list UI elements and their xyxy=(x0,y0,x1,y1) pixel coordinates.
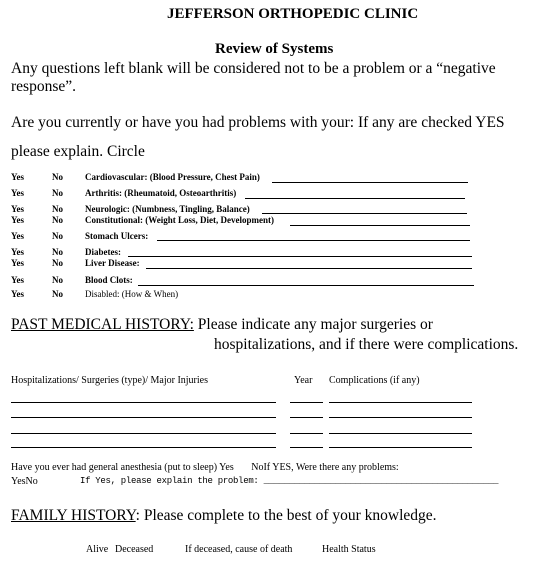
no-option[interactable]: No xyxy=(52,215,63,225)
review-item-label: Arthritis: (Rheumatoid, Osteoarthritis) xyxy=(85,188,237,198)
clinic-name: JEFFERSON ORTHOPEDIC CLINIC xyxy=(167,6,419,22)
comp-line[interactable] xyxy=(329,417,472,418)
anesthesia-yesno[interactable]: YesNo xyxy=(11,476,38,487)
review-item-label: Cardiovascular: (Blood Pressure, Chest Pain) xyxy=(85,172,260,182)
col-health-status: Health Status xyxy=(322,544,376,555)
instruction-line-2: please explain. Circle xyxy=(11,143,145,160)
intro-line-2: response”. xyxy=(11,78,76,95)
review-item-label: Blood Clots: xyxy=(85,275,133,285)
review-item-label: Disabled: (How & When) xyxy=(85,289,179,299)
no-option[interactable]: No xyxy=(52,289,63,299)
comp-line[interactable] xyxy=(329,402,472,403)
year-line[interactable] xyxy=(290,417,323,418)
answer-line[interactable] xyxy=(272,182,468,183)
comp-line[interactable] xyxy=(329,447,472,448)
hosp-line[interactable] xyxy=(11,402,276,403)
no-option[interactable]: No xyxy=(52,231,63,241)
year-line[interactable] xyxy=(290,433,323,434)
yes-option[interactable]: Yes xyxy=(11,215,24,225)
anesthesia-question xyxy=(11,462,399,473)
past-medical-text-1: Please indicate any major surgeries or xyxy=(193,316,433,333)
year-line[interactable] xyxy=(290,447,323,448)
yes-option[interactable]: Yes xyxy=(11,258,24,268)
answer-line[interactable] xyxy=(157,240,470,241)
instruction-line-1: Are you currently or have you had problems with your: If any are checked YES xyxy=(11,114,505,131)
review-item-label: Stomach Ulcers: xyxy=(85,231,149,241)
answer-line[interactable] xyxy=(245,198,465,199)
col-alive: Alive xyxy=(86,544,109,555)
no-option[interactable]: No xyxy=(52,204,63,214)
answer-line[interactable] xyxy=(138,285,474,286)
family-history-line xyxy=(11,507,437,525)
no-option[interactable]: No xyxy=(52,275,63,285)
yes-option[interactable]: Yes xyxy=(11,204,24,214)
col-complications: Complications (if any) xyxy=(329,375,420,386)
yes-option[interactable]: Yes xyxy=(11,172,24,182)
yes-option[interactable]: Yes xyxy=(11,289,24,299)
col-hospitalizations: Hospitalizations/ Surgeries (type)/ Major Injuries xyxy=(11,375,208,386)
answer-line[interactable] xyxy=(128,256,472,257)
yes-option[interactable]: Yes xyxy=(11,231,24,241)
answer-line[interactable] xyxy=(290,225,470,226)
form-title: Review of Systems xyxy=(215,41,334,57)
past-medical-heading-line xyxy=(11,316,433,334)
review-item-label: Neurologic: (Numbness, Tingling, Balance) xyxy=(85,204,250,214)
hosp-line[interactable] xyxy=(11,447,276,448)
hosp-line[interactable] xyxy=(11,433,276,434)
yes-option[interactable]: Yes xyxy=(11,247,24,257)
past-medical-heading: PAST MEDICAL HISTORY: xyxy=(11,316,194,333)
family-history-heading: FAMILY HISTORY xyxy=(11,507,136,524)
anesthesia-question-text: Have you ever had general anesthesia (put to sleep) Yes xyxy=(11,462,234,473)
col-cause-of-death: If deceased, cause of death xyxy=(185,544,293,555)
review-item-label: Diabetes: xyxy=(85,247,121,257)
answer-line[interactable] xyxy=(146,268,472,269)
family-history-text: : Please complete to the best of your knowledge. xyxy=(135,507,437,524)
answer-line[interactable] xyxy=(262,213,467,214)
yes-option[interactable]: Yes xyxy=(11,188,24,198)
past-medical-text-2: hospitalizations, and if there were complications. xyxy=(214,336,519,353)
hosp-line[interactable] xyxy=(11,417,276,418)
review-item-label: Liver Disease: xyxy=(85,258,140,268)
no-option[interactable]: No xyxy=(52,247,63,257)
anesthesia-question-text-2: NoIf YES, Were there any problems: xyxy=(251,462,399,473)
yes-option[interactable]: Yes xyxy=(11,275,24,285)
col-deceased: Deceased xyxy=(115,544,154,555)
col-year: Year xyxy=(294,375,313,386)
review-item-label: Constitutional: (Weight Loss, Diet, Development) xyxy=(85,215,274,225)
no-option[interactable]: No xyxy=(52,172,63,182)
anesthesia-explain[interactable]: If Yes, please explain the problem: ______________________________________________ xyxy=(80,476,499,486)
no-option[interactable]: No xyxy=(52,258,63,268)
no-option[interactable]: No xyxy=(52,188,63,198)
year-line[interactable] xyxy=(290,402,323,403)
intro-line-1: Any questions left blank will be considered not to be a problem or a “negative xyxy=(11,60,496,77)
comp-line[interactable] xyxy=(329,433,472,434)
